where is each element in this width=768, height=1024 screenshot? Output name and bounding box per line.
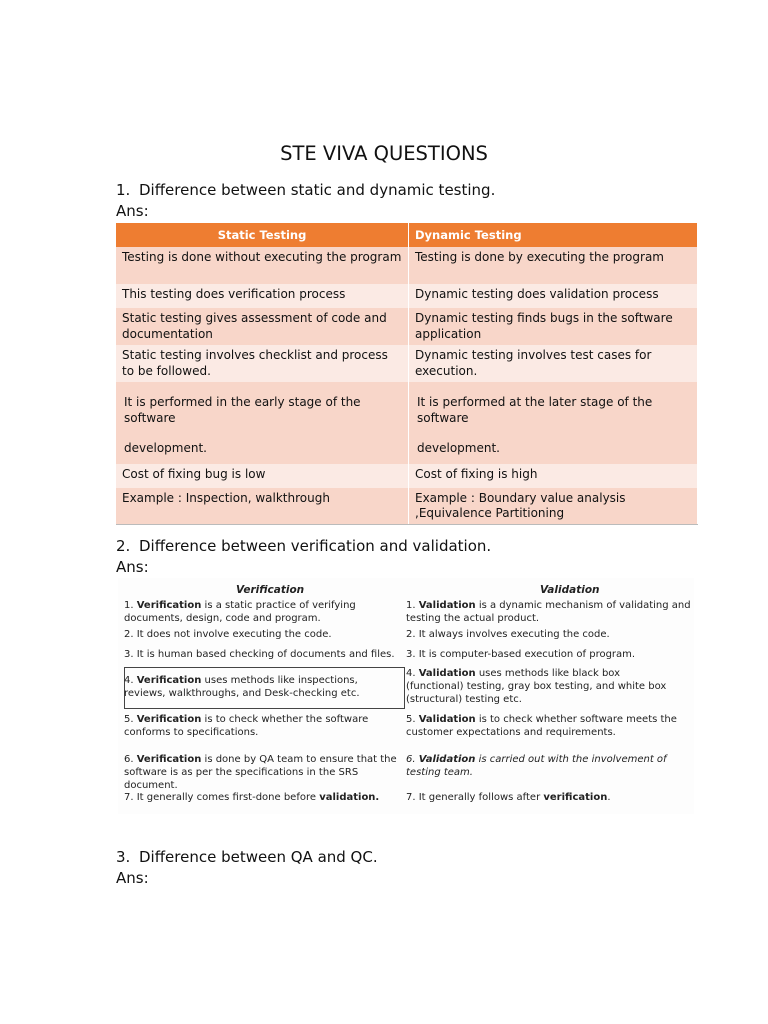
verification-point [124, 714, 409, 740]
point-text: 2. It always involves executing the code. [406, 629, 610, 640]
point-prefix: 4. [124, 675, 137, 686]
question-1 [116, 181, 495, 199]
table-cell [116, 382, 409, 464]
point-text: . [607, 792, 611, 803]
verification-point [124, 649, 409, 662]
table-cell: This testing does verification process [116, 284, 409, 308]
table-row [116, 382, 698, 464]
point-text: is a static practice of verifying documents, design, code and program. [124, 600, 356, 624]
cell-line: It is performed in the early stage of the software [124, 395, 361, 425]
table-header-static: Static Testing [116, 223, 409, 247]
point-text: is carried out with the involvement of testing team. [406, 754, 667, 778]
point-text: 3. It is computer-based execution of program. [406, 649, 636, 660]
point-keyword: Verification [136, 754, 202, 765]
point-prefix: 4. [406, 668, 419, 679]
validation-point [406, 754, 691, 780]
point-text: is a dynamic mechanism of validating and testing the actual product. [406, 600, 691, 624]
table-cell: Dynamic testing involves test cases for execution. [409, 345, 698, 382]
cell-line: development. [417, 441, 500, 455]
question-3 [116, 848, 378, 866]
table-cell: Cost of fixing bug is low [116, 464, 409, 488]
question-number: 2. [116, 537, 131, 555]
table-cell: Example : Inspection, walkthrough [116, 488, 409, 525]
validation-point [406, 792, 691, 805]
point-keyword: Validation [418, 754, 476, 765]
point-keyword: Verification [136, 714, 202, 725]
table-cell: Dynamic testing does validation process [409, 284, 698, 308]
table-row [116, 247, 698, 284]
table-row [116, 488, 698, 525]
validation-header: Validation [540, 584, 600, 596]
table-cell: Static testing involves checklist and process to be followed. [116, 345, 409, 382]
table-row [116, 464, 698, 488]
question-number: 1. [116, 181, 131, 199]
point-text: uses methods like black box (functional) testing, gray box testing, and white box (structural) testing etc. [406, 668, 667, 705]
validation-point [406, 600, 691, 626]
table-cell [409, 382, 698, 464]
point-keyword: Verification [136, 600, 202, 611]
cell-line: development. [124, 441, 207, 455]
point-text: is to check whether software meets the customer expectations and requirements. [406, 714, 677, 738]
point-keyword: Validation [418, 668, 476, 679]
question-number: 3. [116, 848, 131, 866]
table-header-dynamic: Dynamic Testing [409, 223, 698, 247]
page-title: STE VIVA QUESTIONS [280, 142, 488, 165]
validation-point [406, 714, 691, 740]
static-dynamic-table [116, 223, 698, 525]
answer-label: Ans: [116, 202, 149, 220]
verification-validation-comparison [118, 578, 694, 814]
cell-line: It is performed at the later stage of the software [417, 395, 653, 425]
point-prefix: 7. It generally follows after [406, 792, 544, 803]
table-row [116, 345, 698, 382]
point-text: 3. It is human based checking of documents and files. [124, 649, 395, 660]
validation-point [406, 629, 691, 642]
point-prefix: 6. [406, 754, 419, 765]
table-cell: Static testing gives assessment of code and documentation [116, 308, 409, 345]
point-keyword: Verification [136, 675, 202, 686]
table-row [116, 308, 698, 345]
point-text: is done by QA team to ensure that the software is as per the specifications in the SRS document. [124, 754, 397, 791]
point-prefix: 6. [124, 754, 137, 765]
point-prefix: 7. It generally comes first-done before [124, 792, 320, 803]
point-text: 2. It does not involve executing the code. [124, 629, 332, 640]
verification-point [124, 675, 384, 701]
table-cell: Dynamic testing finds bugs in the software application [409, 308, 698, 345]
point-keyword: verification [543, 792, 608, 803]
answer-label: Ans: [116, 558, 149, 576]
point-prefix: 1. [406, 600, 419, 611]
validation-point [406, 649, 691, 662]
point-keyword: validation. [319, 792, 380, 803]
validation-point [406, 668, 668, 706]
table-header-row [116, 223, 698, 247]
point-keyword: Validation [418, 600, 476, 611]
point-text: is to check whether the software conforms to specifications. [124, 714, 369, 738]
verification-point [124, 629, 409, 642]
verification-header: Verification [236, 584, 305, 596]
point-text: uses methods like inspections, reviews, walkthroughs, and Desk-checking etc. [124, 675, 360, 699]
point-prefix: 5. [406, 714, 419, 725]
question-text: Difference between QA and QC. [139, 848, 378, 866]
point-prefix: 1. [124, 600, 137, 611]
table-cell: Testing is done by executing the program [409, 247, 698, 284]
table-cell: Example : Boundary value analysis ,Equivalence Partitioning [409, 488, 698, 525]
point-keyword: Validation [418, 714, 476, 725]
verification-point [124, 600, 409, 626]
point-prefix: 5. [124, 714, 137, 725]
answer-label: Ans: [116, 869, 149, 887]
table-cell: Cost of fixing is high [409, 464, 698, 488]
question-2 [116, 537, 491, 555]
question-text: Difference between verification and validation. [139, 537, 492, 555]
table-row [116, 284, 698, 308]
verification-point [124, 792, 409, 805]
table-cell: Testing is done without executing the program [116, 247, 409, 284]
verification-point [124, 754, 409, 792]
question-text: Difference between static and dynamic testing. [139, 181, 496, 199]
